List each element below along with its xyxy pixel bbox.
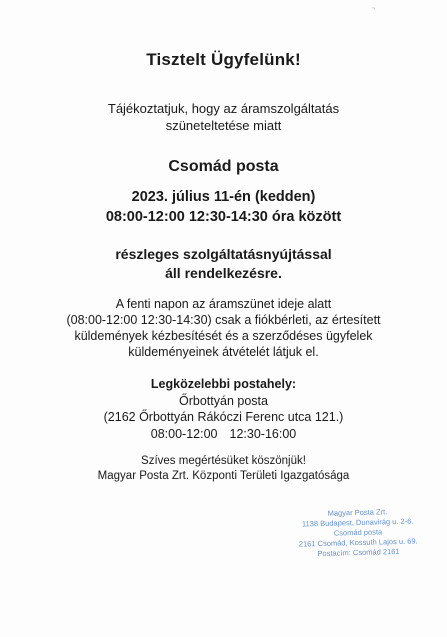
notice-title: Tisztelt Ügyfelünk!	[146, 50, 301, 69]
nearest-name: Őrbottyán posta	[179, 393, 268, 408]
outage-time: 08:00-12:00 12:30-14:30 óra között	[105, 209, 342, 225]
outage-date: 2023. július 11-én (kedden)	[131, 189, 316, 205]
partial-service-line: áll rendelkezésre.	[165, 265, 282, 281]
nearest-heading: Legközelebbi postahely:	[150, 377, 297, 391]
stamp-line: 1138 Budapest, Dunavirág u. 2-6.	[301, 516, 414, 529]
intro-line: szüneteltetése miatt	[165, 118, 282, 133]
partial-service-notice	[0, 245, 447, 283]
stamp-line: Magyar Posta Zrt.	[327, 507, 388, 518]
explanation-line: (08:00-12:00 12:30-14:30) csak a fiókbérleti, az értesített	[66, 313, 381, 327]
nearest-post-office	[0, 376, 447, 442]
intro-text	[0, 100, 447, 134]
nearest-address: (2162 Őrbottyán Rákóczi Ferenc utca 121.)	[103, 410, 344, 424]
intro-line: Tájékoztatjuk, hogy az áramszolgáltatás	[107, 101, 340, 116]
thanks-text: Szíves megértésüket köszönjük!	[141, 455, 306, 467]
post-office-stamp	[277, 506, 438, 560]
nearest-hours	[0, 426, 447, 443]
hours-morning: 08:00-12:00	[150, 426, 218, 441]
explanation-line: küldemények kézbesítését és a szerződéses ügyfelek	[74, 329, 373, 343]
outage-datetime	[0, 187, 447, 227]
partial-service-line: részleges szolgáltatásnyújtással	[115, 246, 332, 262]
closing	[0, 454, 447, 484]
explanation-text	[0, 296, 447, 360]
post-office-name: Csomád posta	[168, 158, 279, 175]
explanation-line: A fenti napon az áramszünet ideje alatt	[115, 297, 332, 311]
stamp-line: Csomád posta	[333, 527, 383, 538]
stamp-line: 2161 Csomád, Kossuth Lajos u. 69.	[298, 536, 418, 549]
corner-mark: ~	[372, 6, 376, 12]
stamp-line: Postacím: Csomád 2161	[317, 546, 400, 559]
hours-afternoon: 12:30-16:00	[229, 426, 297, 441]
explanation-line: küldeményeinek átvételét látjuk el.	[128, 345, 319, 359]
signature-text: Magyar Posta Zrt. Központi Területi Igazgatósága	[97, 470, 350, 482]
